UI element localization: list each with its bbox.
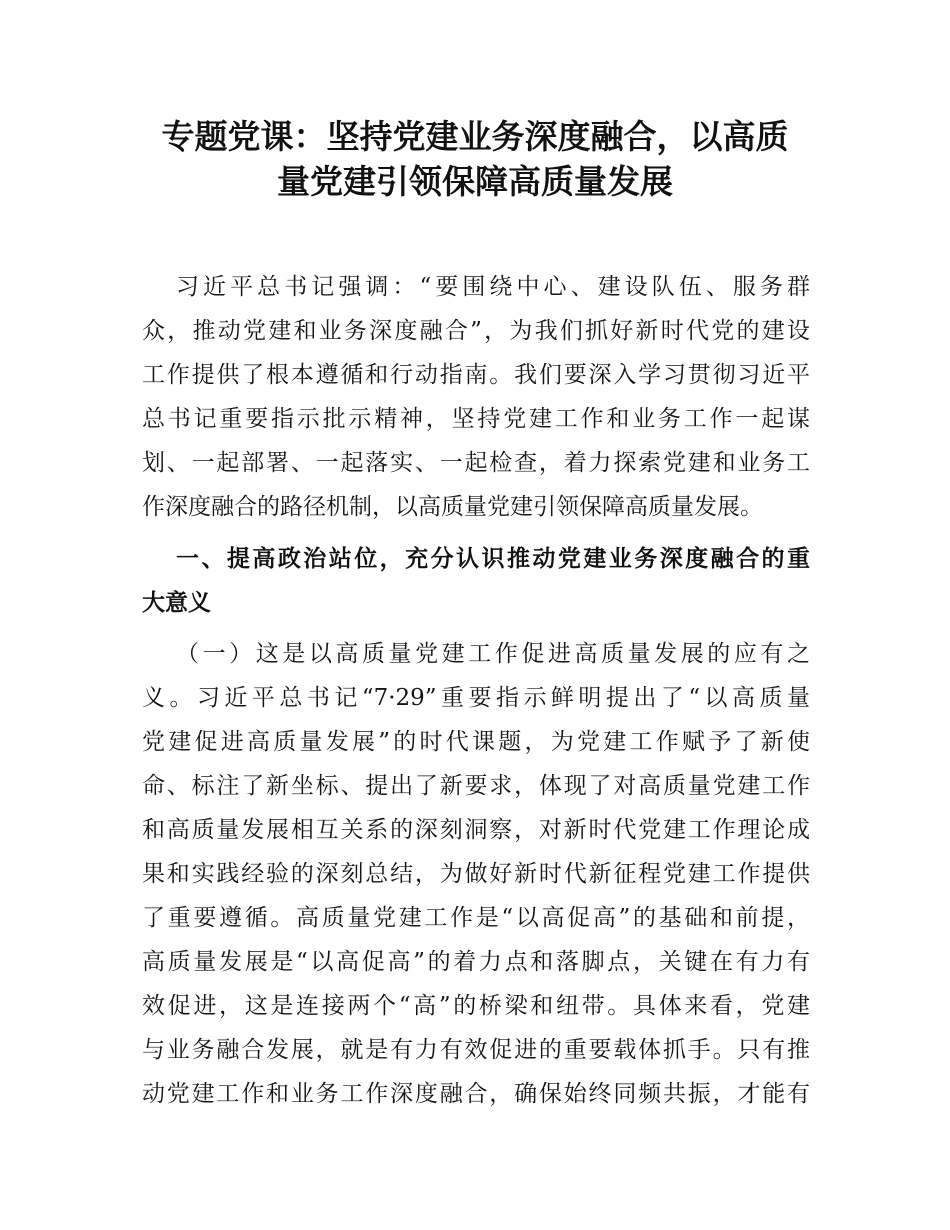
section-paragraph-line: 了重要遵循。高质量党建工作是“以高促高”的基础和前提， bbox=[142, 905, 810, 931]
intro-paragraph-line: 总书记重要指示批示精神，坚持党建工作和业务工作一起谋 bbox=[142, 406, 810, 432]
intro-paragraph-line: 众，推动党建和业务深度融合”，为我们抓好新时代党的建设 bbox=[142, 318, 810, 344]
section-paragraph-line: 高质量发展是“以高促高”的着力点和落脚点，关键在有力有 bbox=[142, 949, 810, 975]
section-paragraph-line: （一）这是以高质量党建工作促进高质量发展的应有之 bbox=[176, 641, 810, 667]
section-paragraph-line: 命、标注了新坐标、提出了新要求，体现了对高质量党建工作 bbox=[142, 773, 810, 799]
intro-paragraph-line: 习近平总书记强调：“要围绕中心、建设队伍、服务群 bbox=[176, 274, 810, 300]
document-title-line-2: 量党建引领保障高质量发展 bbox=[277, 162, 673, 201]
section-paragraph-line: 党建促进高质量发展”的时代课题，为党建工作赋予了新使 bbox=[142, 729, 810, 755]
intro-paragraph-line: 划、一起部署、一起落实、一起检查，着力探索党建和业务工 bbox=[142, 450, 810, 476]
section-paragraph-line: 果和实践经验的深刻总结，为做好新时代新征程党建工作提供 bbox=[142, 861, 810, 887]
intro-paragraph-line: 作深度融合的路径机制，以高质量党建引领保障高质量发展。 bbox=[142, 494, 763, 520]
intro-paragraph-line: 工作提供了根本遵循和行动指南。我们要深入学习贯彻习近平 bbox=[142, 362, 810, 388]
section-paragraph-line: 与业务融合发展，就是有力有效促进的重要载体抓手。只有推 bbox=[142, 1037, 810, 1063]
section-paragraph-line: 义。习近平总书记“7·29”重要指示鲜明提出了“以高质量 bbox=[142, 685, 810, 711]
section-heading-line: 一、提高政治站位，充分认识推动党建业务深度融合的重 bbox=[176, 546, 810, 572]
section-paragraph-line: 效促进，这是连接两个“高”的桥梁和纽带。具体来看，党建 bbox=[142, 993, 810, 1019]
section-paragraph-line: 和高质量发展相互关系的深刻洞察，对新时代党建工作理论成 bbox=[142, 817, 810, 843]
section-heading-line: 大意义 bbox=[142, 590, 211, 616]
document-title-line-1: 专题党课：坚持党建业务深度融合，以高质 bbox=[161, 117, 789, 156]
section-paragraph-line: 动党建工作和业务工作深度融合，确保始终同频共振，才能有 bbox=[142, 1081, 810, 1107]
